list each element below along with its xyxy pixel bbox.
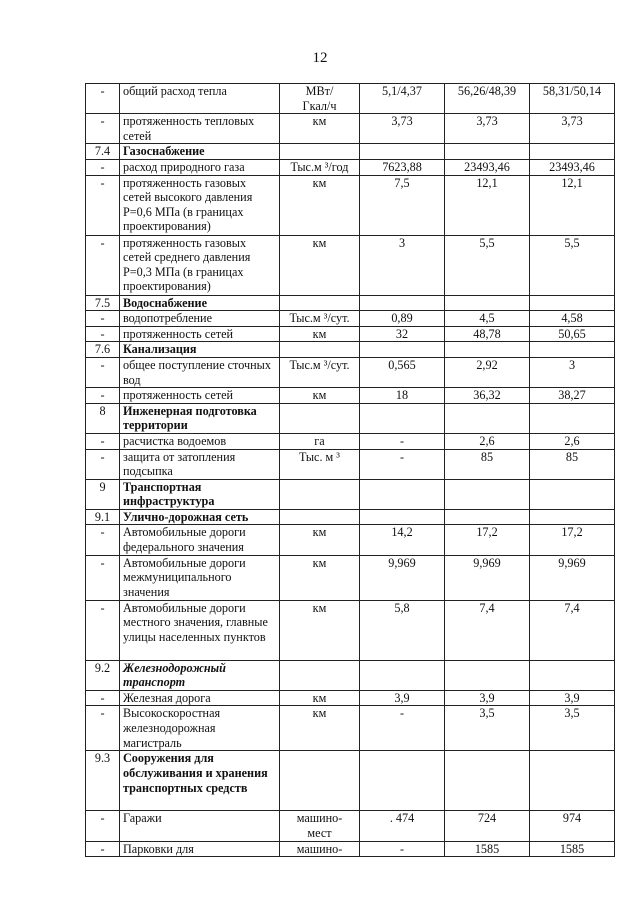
value-cell-1 <box>360 479 445 509</box>
indicator-name-cell: протяженность газовых сетей высокого давления Р=0,6 МПа (в границах проектирования) <box>120 175 280 235</box>
row-number-cell: - <box>86 841 120 857</box>
value-cell-2: 4,5 <box>445 311 530 327</box>
row-number-cell: - <box>86 326 120 342</box>
indicator-name-cell: Железнодорожный транспорт <box>120 660 280 690</box>
value-cell-3 <box>530 751 615 811</box>
value-cell-2: 9,969 <box>445 555 530 600</box>
value-cell-1: 7,5 <box>360 175 445 235</box>
value-cell-2: 36,32 <box>445 388 530 404</box>
row-number-cell: - <box>86 555 120 600</box>
value-cell-3 <box>530 660 615 690</box>
value-cell-2 <box>445 751 530 811</box>
value-cell-3: 4,58 <box>530 311 615 327</box>
unit-cell <box>280 751 360 811</box>
row-number-cell: - <box>86 235 120 295</box>
table-row <box>86 84 615 114</box>
row-number-cell: - <box>86 433 120 449</box>
value-cell-2: 12,1 <box>445 175 530 235</box>
value-cell-2: 724 <box>445 811 530 841</box>
table-row <box>86 525 615 555</box>
table-row <box>86 600 615 660</box>
value-cell-3: 12,1 <box>530 175 615 235</box>
section-header-row <box>86 295 615 311</box>
table-row <box>86 235 615 295</box>
value-cell-3: 3 <box>530 357 615 387</box>
value-cell-1 <box>360 342 445 358</box>
value-cell-2: 1585 <box>445 841 530 857</box>
row-number-cell: 9 <box>86 479 120 509</box>
value-cell-1: 5,1/4,37 <box>360 84 445 114</box>
value-cell-1 <box>360 295 445 311</box>
value-cell-3 <box>530 342 615 358</box>
value-cell-3: 7,4 <box>530 600 615 660</box>
row-number-cell: - <box>86 175 120 235</box>
unit-cell: км <box>280 706 360 751</box>
indicator-name-cell: Транспортная инфраструктура <box>120 479 280 509</box>
indicator-name-cell: Газоснабжение <box>120 144 280 160</box>
unit-cell: машино- мест <box>280 811 360 841</box>
value-cell-1 <box>360 509 445 525</box>
table-row <box>86 175 615 235</box>
value-cell-3 <box>530 144 615 160</box>
value-cell-2 <box>445 342 530 358</box>
value-cell-2 <box>445 660 530 690</box>
value-cell-2: 85 <box>445 449 530 479</box>
section-header-row <box>86 403 615 433</box>
indicator-name-cell: Автомобильные дороги межмуниципального значения <box>120 555 280 600</box>
indicator-name-cell: Автомобильные дороги федерального значения <box>120 525 280 555</box>
unit-cell: Тыс.м ³/сут. <box>280 357 360 387</box>
table-row <box>86 433 615 449</box>
value-cell-3: 3,9 <box>530 690 615 706</box>
unit-cell: км <box>280 175 360 235</box>
table-row <box>86 311 615 327</box>
section-header-row <box>86 479 615 509</box>
value-cell-1: 7623,88 <box>360 159 445 175</box>
row-number-cell: - <box>86 357 120 387</box>
table-row <box>86 159 615 175</box>
value-cell-3: 5,5 <box>530 235 615 295</box>
table-row <box>86 706 615 751</box>
unit-cell <box>280 660 360 690</box>
unit-cell <box>280 509 360 525</box>
row-number-cell: 7.4 <box>86 144 120 160</box>
indicator-name-cell: Высокоскоростная железнодорожная магистраль <box>120 706 280 751</box>
value-cell-3: 50,65 <box>530 326 615 342</box>
value-cell-2: 17,2 <box>445 525 530 555</box>
value-cell-1: 32 <box>360 326 445 342</box>
page-number: 12 <box>312 50 328 66</box>
indicator-name-cell: Железная дорога <box>120 690 280 706</box>
indicator-name-cell: протяженность сетей <box>120 388 280 404</box>
value-cell-1: - <box>360 841 445 857</box>
unit-cell: га <box>280 433 360 449</box>
table-row <box>86 114 615 144</box>
value-cell-2: 23493,46 <box>445 159 530 175</box>
indicator-name-cell: общий расход тепла <box>120 84 280 114</box>
value-cell-1: 3,9 <box>360 690 445 706</box>
value-cell-1: . 474 <box>360 811 445 841</box>
value-cell-3: 1585 <box>530 841 615 857</box>
value-cell-3 <box>530 509 615 525</box>
section-header-row <box>86 144 615 160</box>
unit-cell <box>280 342 360 358</box>
value-cell-2: 56,26/48,39 <box>445 84 530 114</box>
indicator-name-cell: общее поступление сточных вод <box>120 357 280 387</box>
unit-cell <box>280 479 360 509</box>
row-number-cell: - <box>86 600 120 660</box>
value-cell-1: 14,2 <box>360 525 445 555</box>
table-row <box>86 357 615 387</box>
row-number-cell: - <box>86 84 120 114</box>
indicators-table <box>85 83 615 857</box>
value-cell-2: 5,5 <box>445 235 530 295</box>
value-cell-1: 0,89 <box>360 311 445 327</box>
value-cell-2 <box>445 509 530 525</box>
section-header-row <box>86 342 615 358</box>
table-row <box>86 811 615 841</box>
unit-cell: км <box>280 388 360 404</box>
value-cell-3: 3,73 <box>530 114 615 144</box>
indicator-name-cell: Автомобильные дороги местного значения, главные улицы населенных пунктов <box>120 600 280 660</box>
value-cell-1 <box>360 660 445 690</box>
table-row <box>86 841 615 857</box>
unit-cell <box>280 295 360 311</box>
value-cell-3: 17,2 <box>530 525 615 555</box>
row-number-cell: - <box>86 690 120 706</box>
value-cell-3 <box>530 295 615 311</box>
value-cell-1: - <box>360 449 445 479</box>
unit-cell <box>280 403 360 433</box>
value-cell-1: 3 <box>360 235 445 295</box>
value-cell-2 <box>445 403 530 433</box>
table-row <box>86 449 615 479</box>
table-row <box>86 690 615 706</box>
value-cell-3: 23493,46 <box>530 159 615 175</box>
value-cell-2: 3,5 <box>445 706 530 751</box>
value-cell-2: 3,73 <box>445 114 530 144</box>
value-cell-3: 3,5 <box>530 706 615 751</box>
indicator-name-cell: Парковки для <box>120 841 280 857</box>
unit-cell: км <box>280 326 360 342</box>
value-cell-1: 5,8 <box>360 600 445 660</box>
value-cell-3: 2,6 <box>530 433 615 449</box>
row-number-cell: 7.5 <box>86 295 120 311</box>
unit-cell: км <box>280 555 360 600</box>
row-number-cell: - <box>86 114 120 144</box>
unit-cell: Тыс. м ³ <box>280 449 360 479</box>
value-cell-1: 0,565 <box>360 357 445 387</box>
row-number-cell: 9.2 <box>86 660 120 690</box>
value-cell-2: 7,4 <box>445 600 530 660</box>
row-number-cell: - <box>86 388 120 404</box>
indicator-name-cell: протяженность газовых сетей среднего давления Р=0,3 МПа (в границах проектирования) <box>120 235 280 295</box>
unit-cell: км <box>280 600 360 660</box>
value-cell-2: 48,78 <box>445 326 530 342</box>
section-header-row <box>86 660 615 690</box>
value-cell-2: 2,92 <box>445 357 530 387</box>
indicator-name-cell: Водоснабжение <box>120 295 280 311</box>
indicator-name-cell: расход природного газа <box>120 159 280 175</box>
row-number-cell: 9.1 <box>86 509 120 525</box>
row-number-cell: 7.6 <box>86 342 120 358</box>
indicator-name-cell: протяженность тепловых сетей <box>120 114 280 144</box>
table-row <box>86 555 615 600</box>
value-cell-2 <box>445 479 530 509</box>
unit-cell <box>280 144 360 160</box>
indicator-name-cell: расчистка водоемов <box>120 433 280 449</box>
value-cell-3 <box>530 479 615 509</box>
row-number-cell: - <box>86 706 120 751</box>
table-row <box>86 326 615 342</box>
value-cell-3: 85 <box>530 449 615 479</box>
value-cell-1: - <box>360 433 445 449</box>
indicator-name-cell: водопотребление <box>120 311 280 327</box>
value-cell-1 <box>360 144 445 160</box>
section-header-row <box>86 751 615 811</box>
indicator-name-cell: защита от затопления подсыпка <box>120 449 280 479</box>
indicator-name-cell: Улично-дорожная сеть <box>120 509 280 525</box>
indicator-name-cell: Сооружения для обслуживания и хранения транспортных средств <box>120 751 280 811</box>
value-cell-2 <box>445 295 530 311</box>
unit-cell: км <box>280 114 360 144</box>
value-cell-1 <box>360 403 445 433</box>
indicator-name-cell: Гаражи <box>120 811 280 841</box>
value-cell-3: 58,31/50,14 <box>530 84 615 114</box>
unit-cell: км <box>280 525 360 555</box>
row-number-cell: - <box>86 525 120 555</box>
row-number-cell: 9.3 <box>86 751 120 811</box>
row-number-cell: - <box>86 159 120 175</box>
indicator-name-cell: протяженность сетей <box>120 326 280 342</box>
section-header-row <box>86 509 615 525</box>
value-cell-2: 2,6 <box>445 433 530 449</box>
value-cell-3: 974 <box>530 811 615 841</box>
value-cell-1 <box>360 751 445 811</box>
unit-cell: Тыс.м ³/сут. <box>280 311 360 327</box>
value-cell-3: 9,969 <box>530 555 615 600</box>
row-number-cell: - <box>86 449 120 479</box>
value-cell-1: 18 <box>360 388 445 404</box>
unit-cell: км <box>280 235 360 295</box>
unit-cell: км <box>280 690 360 706</box>
value-cell-1: 9,969 <box>360 555 445 600</box>
unit-cell: МВт/ Гкал/ч <box>280 84 360 114</box>
value-cell-2: 3,9 <box>445 690 530 706</box>
value-cell-3 <box>530 403 615 433</box>
indicator-name-cell: Инженерная подготовка территории <box>120 403 280 433</box>
value-cell-2 <box>445 144 530 160</box>
value-cell-3: 38,27 <box>530 388 615 404</box>
row-number-cell: - <box>86 811 120 841</box>
value-cell-1: - <box>360 706 445 751</box>
table-row <box>86 388 615 404</box>
row-number-cell: 8 <box>86 403 120 433</box>
value-cell-1: 3,73 <box>360 114 445 144</box>
unit-cell: машино- <box>280 841 360 857</box>
indicator-name-cell: Канализация <box>120 342 280 358</box>
row-number-cell: - <box>86 311 120 327</box>
unit-cell: Тыс.м ³/год <box>280 159 360 175</box>
